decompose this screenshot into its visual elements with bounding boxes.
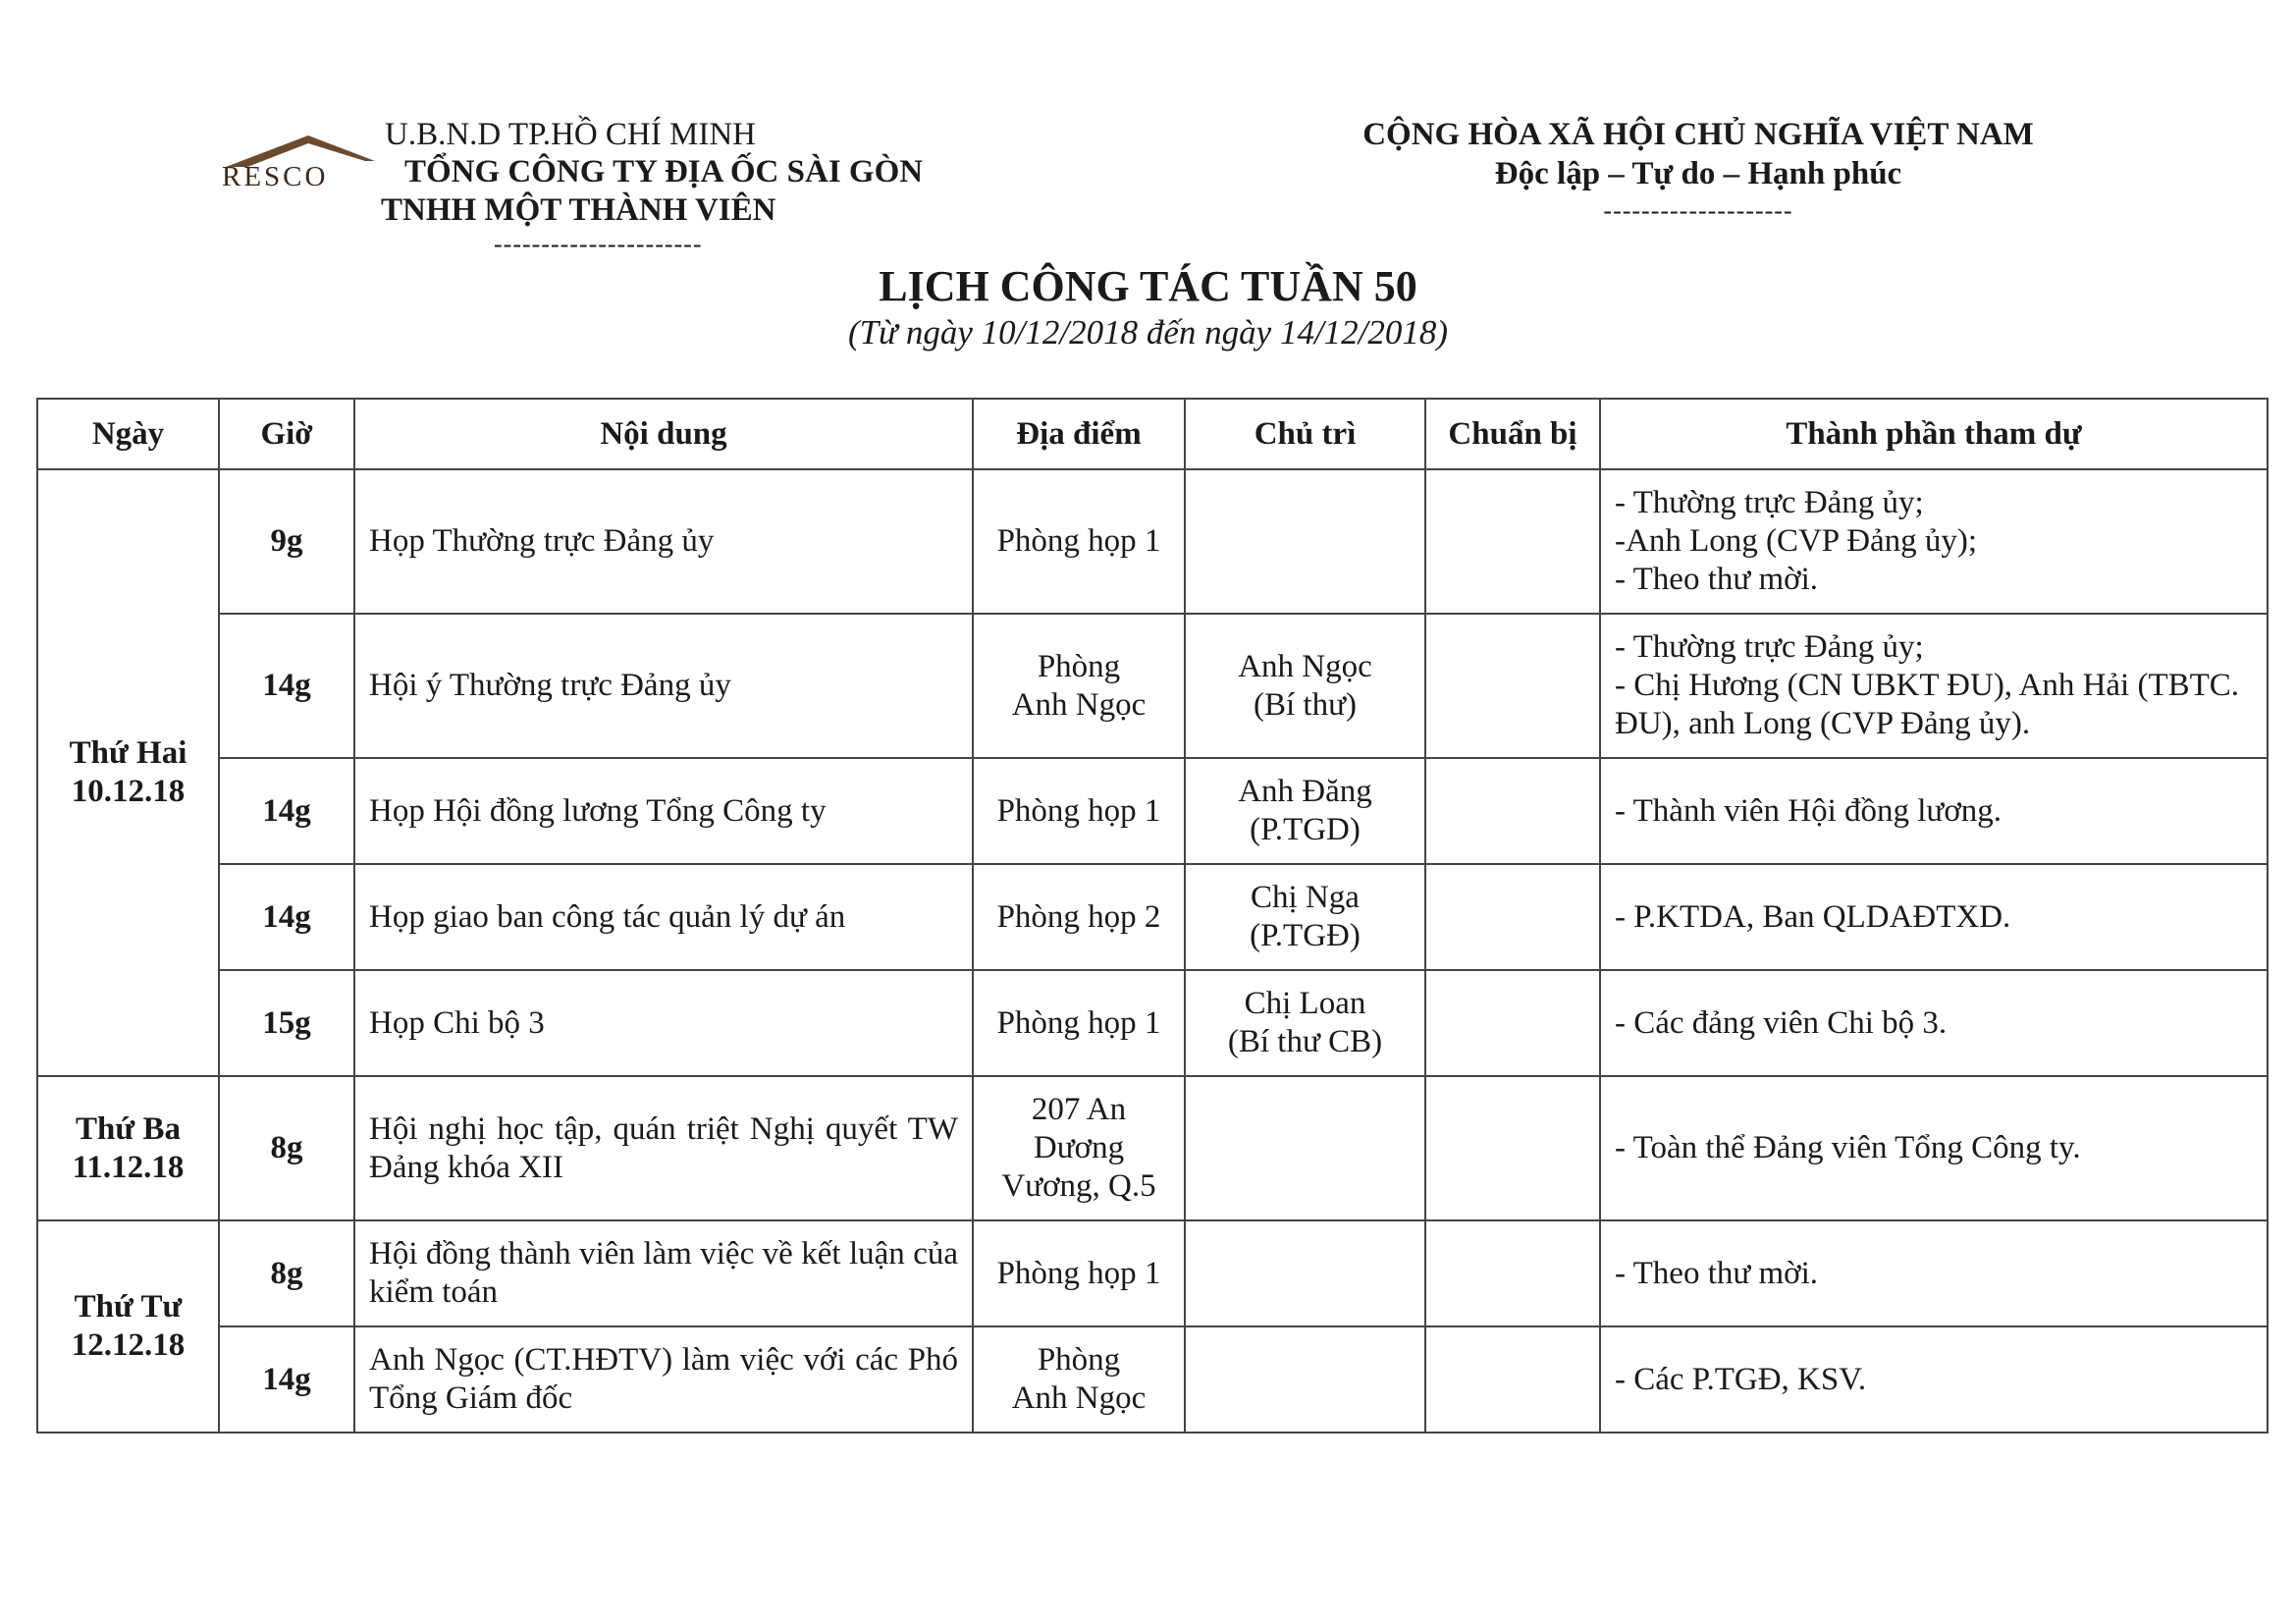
attendees-cell	[1600, 1220, 2268, 1326]
org-divider: ----------------------	[494, 230, 703, 258]
attendees-cell	[1600, 970, 2268, 1076]
host-cell	[1185, 758, 1425, 864]
location-line: Dương	[1033, 1130, 1125, 1165]
org-line-2: TỔNG CÔNG TY ĐỊA ỐC SÀI GÒN	[404, 154, 924, 189]
day-name: Thứ Hai	[69, 735, 187, 771]
prep-cell	[1425, 864, 1600, 970]
page-subtitle: (Từ ngày 10/12/2018 đến ngày 14/12/2018)	[847, 313, 1449, 352]
attendees-cell	[1600, 1076, 2268, 1220]
col-header-day: Ngày	[37, 399, 219, 469]
prep-cell	[1425, 1220, 1600, 1326]
day-cell	[37, 1076, 219, 1220]
day-name: Thứ Tư	[74, 1289, 183, 1325]
attendee-line: - Toàn thể Đảng viên Tổng Công ty.	[1615, 1130, 2081, 1165]
time-cell: 9g	[219, 469, 354, 614]
host-cell	[1185, 864, 1425, 970]
host-cell	[1185, 1076, 1425, 1220]
location-cell	[973, 864, 1185, 970]
prep-cell	[1425, 1326, 1600, 1433]
location-cell	[973, 614, 1185, 758]
attendee-line: - Chị Hương (CN UBKT ĐU), Anh Hải (TBTC. ĐU), anh Long (CVP Đảng ủy).	[1615, 668, 2240, 741]
location-line: Phòng họp 1	[996, 523, 1161, 559]
day-date: 11.12.18	[72, 1149, 185, 1185]
prep-cell	[1425, 614, 1600, 758]
day-cell	[37, 1220, 219, 1433]
content-cell: Hội nghị học tập, quán triệt Nghị quyết TW Đảng khóa XII	[354, 1076, 973, 1220]
page-title: LỊCH CÔNG TÁC TUẦN 50	[879, 262, 1417, 310]
org-line-3: TNHH MỘT THÀNH VIÊN	[381, 192, 776, 228]
nation-name: CỘNG HÒA XÃ HỘI CHỦ NGHĨA VIỆT NAM	[1362, 117, 2034, 152]
host-line: Anh Ngọc	[1238, 648, 1372, 684]
attendee-line: - Các đảng viên Chi bộ 3.	[1615, 1004, 1948, 1041]
location-line: Phòng họp 2	[996, 898, 1161, 935]
attendees-cell	[1600, 469, 2268, 614]
day-date: 12.12.18	[71, 1327, 186, 1363]
logo-text: RESCO	[222, 161, 329, 192]
attendee-line: - P.KTDA, Ban QLDAĐTXD.	[1615, 898, 2011, 935]
col-header-prep: Chuẩn bị	[1425, 399, 1600, 469]
day-date: 10.12.18	[71, 774, 186, 809]
time-cell: 14g	[219, 614, 354, 758]
time-cell: 8g	[219, 1076, 354, 1220]
attendee-line: - Các P.TGĐ, KSV.	[1615, 1361, 1867, 1397]
location-cell	[973, 758, 1185, 864]
company-logo	[218, 132, 385, 192]
host-cell	[1185, 1326, 1425, 1433]
prep-cell	[1425, 970, 1600, 1076]
nation-divider: --------------------	[1603, 196, 1793, 225]
table-row	[37, 970, 2268, 1076]
prep-cell	[1425, 1076, 1600, 1220]
time-cell: 14g	[219, 864, 354, 970]
attendee-line: -Anh Long (CVP Đảng ủy);	[1615, 523, 1978, 559]
table-row	[37, 758, 2268, 864]
host-line: Chị Loan	[1244, 986, 1366, 1021]
attendees-cell	[1600, 864, 2268, 970]
location-line: Anh Ngọc	[1011, 686, 1147, 723]
table-row	[37, 469, 2268, 614]
location-cell	[973, 1076, 1185, 1220]
attendee-line: - Thành viên Hội đồng lương.	[1615, 792, 2002, 829]
content-cell: Họp Hội đồng lương Tổng Công ty	[354, 758, 973, 864]
location-cell	[973, 1220, 1185, 1326]
host-cell	[1185, 1220, 1425, 1326]
col-header-host: Chủ trì	[1185, 399, 1425, 469]
time-cell: 8g	[219, 1220, 354, 1326]
host-line: (P.TGĐ)	[1250, 918, 1361, 953]
col-header-attendees: Thành phần tham dự	[1600, 399, 2268, 469]
attendees-cell	[1600, 1326, 2268, 1433]
col-header-time: Giờ	[219, 399, 354, 469]
attendees-cell	[1600, 758, 2268, 864]
location-cell	[973, 970, 1185, 1076]
attendees-cell	[1600, 614, 2268, 758]
location-line: Phòng họp 1	[996, 1004, 1161, 1041]
day-name: Thứ Ba	[76, 1110, 181, 1147]
attendee-line: - Thường trực Đảng ủy;	[1615, 629, 1924, 665]
table-row	[37, 1220, 2268, 1326]
content-cell: Họp Chi bộ 3	[354, 970, 973, 1076]
content-cell: Anh Ngọc (CT.HĐTV) làm việc với các Phó Tổng Giám đốc	[354, 1326, 973, 1433]
table-row	[37, 1326, 2268, 1433]
location-line: 207 An	[1031, 1092, 1127, 1127]
table-row	[37, 1076, 2268, 1220]
location-line: Phòng họp 1	[996, 1255, 1161, 1291]
host-line: (Bí thư CB)	[1227, 1024, 1383, 1059]
attendee-line: - Thường trực Đảng ủy;	[1615, 485, 1924, 520]
location-line: Vương, Q.5	[1001, 1168, 1156, 1204]
host-line: (P.TGD)	[1250, 812, 1361, 847]
location-line: Phòng	[1037, 1342, 1121, 1378]
content-cell: Hội ý Thường trực Đảng ủy	[354, 614, 973, 758]
table-row	[37, 864, 2268, 970]
table-header-row	[37, 399, 2268, 469]
time-cell: 14g	[219, 1326, 354, 1433]
location-cell	[973, 1326, 1185, 1433]
prep-cell	[1425, 758, 1600, 864]
schedule-table	[36, 398, 2269, 1434]
time-cell: 15g	[219, 970, 354, 1076]
location-line: Anh Ngọc	[1011, 1380, 1147, 1416]
host-line: (Bí thư)	[1254, 686, 1357, 723]
host-cell	[1185, 970, 1425, 1076]
host-line: Chị Nga	[1251, 880, 1360, 915]
content-cell: Họp Thường trực Đảng ủy	[354, 469, 973, 614]
table-row	[37, 614, 2268, 758]
attendee-line: - Theo thư mời.	[1615, 1255, 1819, 1291]
col-header-content: Nội dung	[354, 399, 973, 469]
location-cell	[973, 469, 1185, 614]
col-header-location: Địa điểm	[973, 399, 1185, 469]
host-cell	[1185, 614, 1425, 758]
time-cell: 14g	[219, 758, 354, 864]
prep-cell	[1425, 469, 1600, 614]
content-cell: Họp giao ban công tác quản lý dự án	[354, 864, 973, 970]
host-line: Anh Đăng	[1238, 774, 1372, 809]
org-line-1: U.B.N.D TP.HỒ CHÍ MINH	[385, 117, 757, 152]
host-cell	[1185, 469, 1425, 614]
day-cell	[37, 469, 219, 1076]
attendee-line: - Theo thư mời.	[1615, 562, 1819, 597]
national-header	[1276, 116, 2120, 226]
content-cell: Hội đồng thành viên làm việc về kết luận của kiểm toán	[354, 1220, 973, 1326]
location-line: Phòng họp 1	[996, 792, 1161, 829]
location-line: Phòng	[1037, 648, 1121, 684]
nation-motto: Độc lập – Tự do – Hạnh phúc	[1494, 156, 1902, 191]
